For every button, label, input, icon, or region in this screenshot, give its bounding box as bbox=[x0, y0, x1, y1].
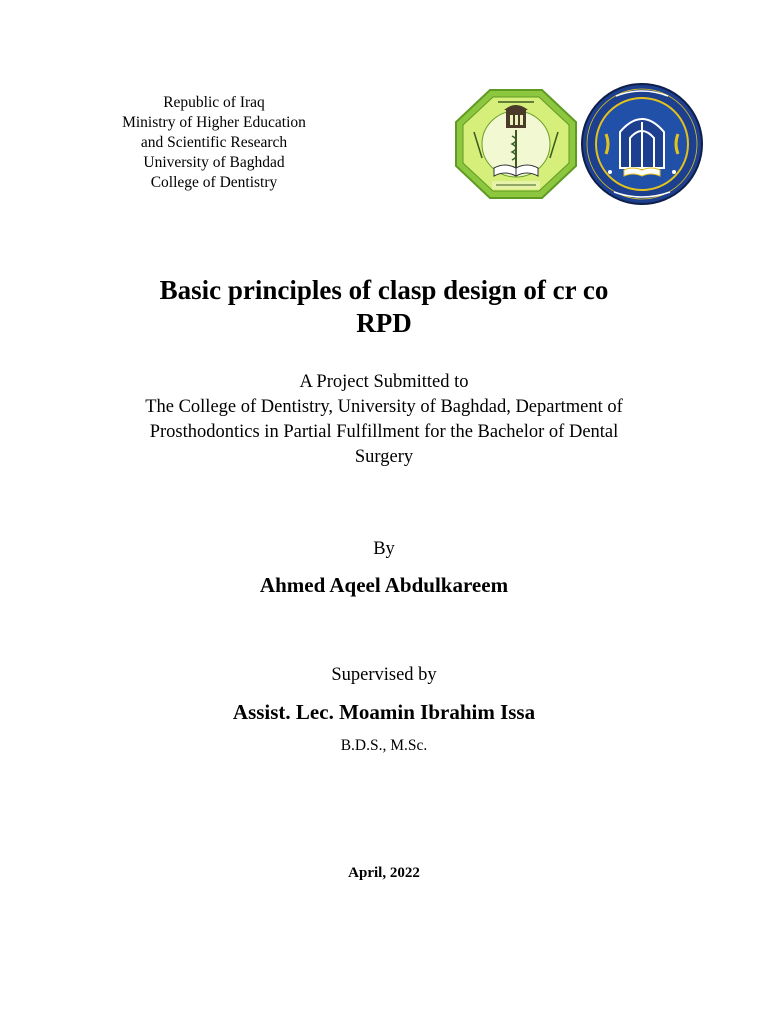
submission-line-1: A Project Submitted to bbox=[299, 372, 469, 392]
university-of-baghdad-seal-icon bbox=[580, 82, 704, 206]
title-line-1: Basic principles of clasp design of cr co bbox=[159, 275, 609, 305]
supervised-by-label: Supervised by bbox=[331, 665, 437, 685]
submission-date: April, 2022 bbox=[348, 865, 420, 881]
header-line-country: Republic of Iraq bbox=[163, 94, 265, 111]
submission-line-3: Prosthodontics in Partial Fulfillment for the Bachelor of Dental bbox=[149, 422, 619, 442]
header-line-ministry: Ministry of Higher Education bbox=[122, 114, 306, 131]
by-label: By bbox=[373, 539, 395, 559]
submission-line-4: Surgery bbox=[354, 447, 414, 467]
document-title bbox=[60, 274, 708, 340]
supervisor-name: Assist. Lec. Moamin Ibrahim Issa bbox=[232, 700, 536, 724]
submission-line-2: The College of Dentistry, University of Baghdad, Department of bbox=[145, 397, 623, 417]
submission-statement bbox=[70, 370, 698, 470]
supervisor-degrees: B.D.S., M.Sc. bbox=[340, 737, 428, 754]
institution-header bbox=[88, 93, 340, 193]
title-line-2: RPD bbox=[356, 308, 412, 338]
header-line-university: University of Baghdad bbox=[143, 154, 285, 171]
logos-area bbox=[450, 82, 738, 207]
author-name: Ahmed Aqeel Abdulkareem bbox=[259, 573, 509, 597]
header-line-ministry-cont: and Scientific Research bbox=[140, 134, 288, 151]
college-of-dentistry-seal-icon bbox=[454, 88, 578, 200]
header-line-college: College of Dentistry bbox=[150, 174, 278, 191]
